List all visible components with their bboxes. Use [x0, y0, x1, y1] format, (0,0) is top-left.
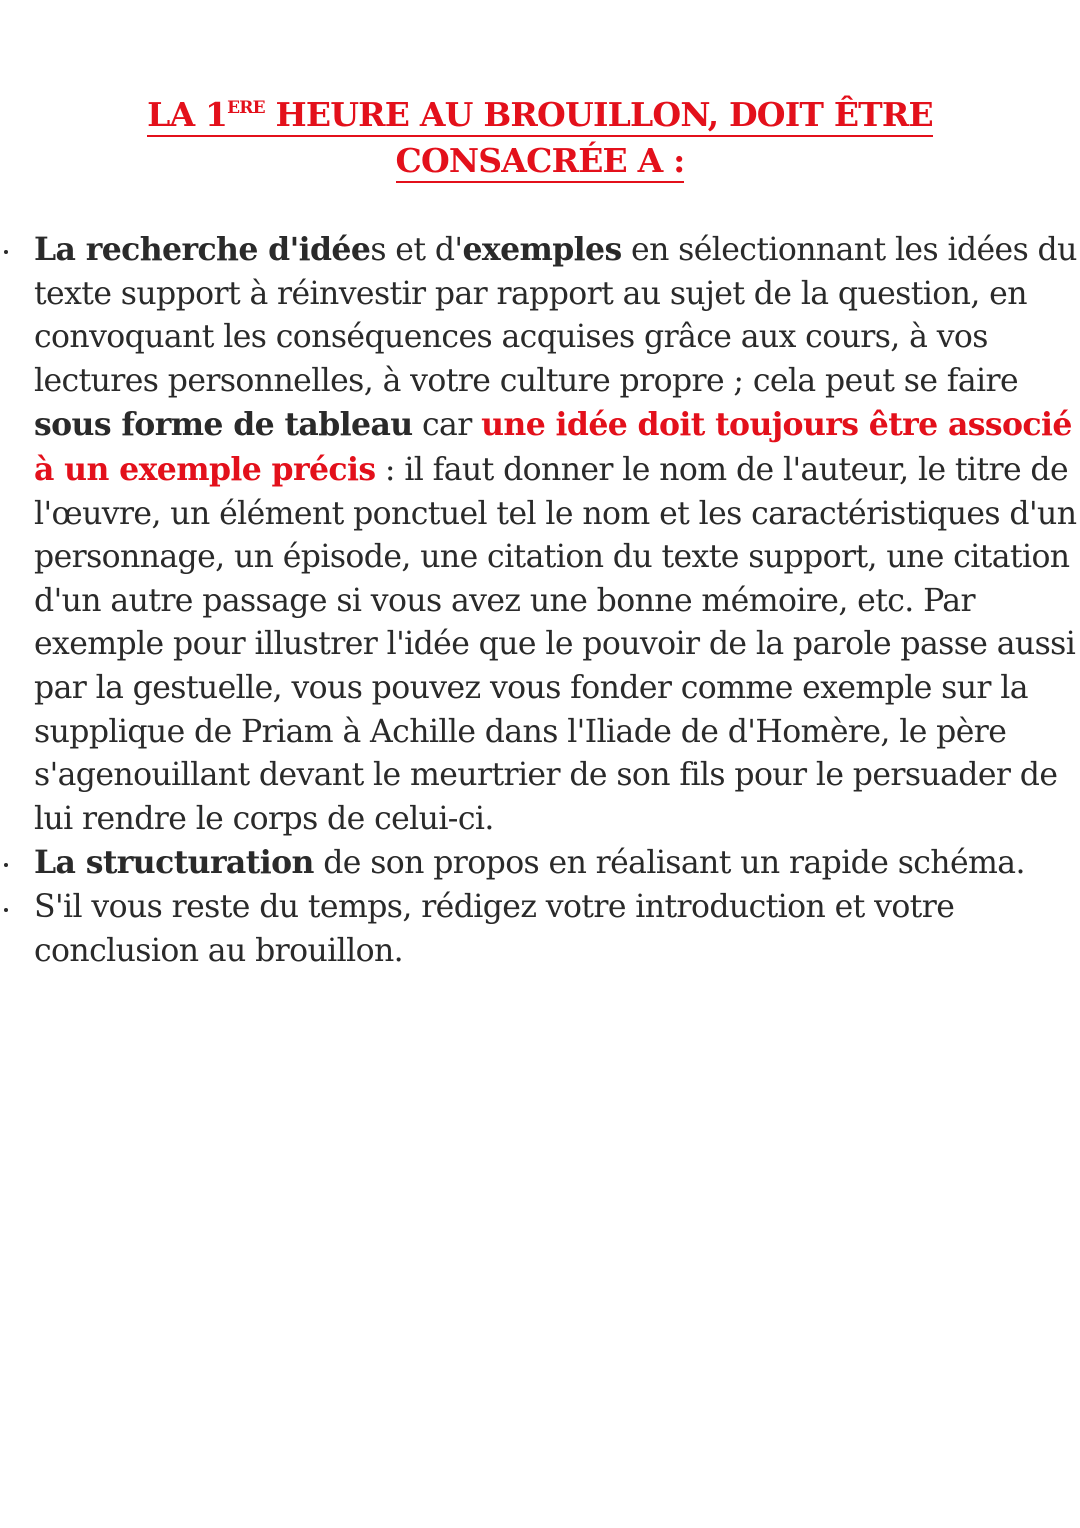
title-line-1	[147, 95, 933, 137]
title-prefix: LA 1	[147, 95, 228, 134]
bold-text: La structuration	[34, 844, 314, 882]
title-line-2: CONSACRÉE A :	[396, 141, 685, 183]
bullet-item-structuring	[34, 841, 1080, 886]
page-title	[0, 92, 1080, 184]
body-text: en sélectionnant les idées du texte support à réinvestir par rapport au sujet de la question, en convoquant les conséquences acquises grâce aux cours, à vos lectures personnelles, à votre culture propre ; cela peut se faire	[34, 232, 1077, 399]
bold-text: exemples	[462, 231, 622, 268]
bullet-list	[0, 228, 1080, 973]
body-text: car	[412, 407, 482, 444]
red-emphasis-text: une idée doit toujours être associé à un exemple précis	[34, 406, 1072, 488]
body-text: S'il vous reste du temps, rédigez votre introduction et votre conclusion au brouillon.	[34, 888, 955, 969]
bold-text: sous forme de tableau	[34, 406, 413, 444]
title-superscript: ERE	[227, 98, 265, 118]
title-suffix: HEURE AU BROUILLON, DOIT ÊTRE	[264, 95, 933, 134]
body-text: s et d'	[370, 232, 463, 268]
bold-text: La recherche d'idée	[34, 231, 371, 268]
body-text: : il faut donner le nom de l'auteur, le titre de l'œuvre, un élément ponctuel tel le nom et les caractéristiques d'un personnage, un épisode, une citation du texte support, une citation d'un autre passage si vous avez une bonne mémoire, etc. Par exemple pour illustrer l'idée que le pouvoir de la parole passe aussi par la gestuelle, vous pouvez vous fonder comme exemple sur la supplique de Priam à Achille dans l'Iliade de d'Homère, le père s'agenouillant devant le meurtrier de son fils pour le persuader de lui rendre le corps de celui-ci.	[34, 451, 1077, 837]
body-text: de son propos en réalisant un rapide schéma.	[313, 845, 1025, 882]
bullet-item-remaining-time	[34, 886, 1080, 973]
bullet-item-research	[34, 228, 1080, 841]
